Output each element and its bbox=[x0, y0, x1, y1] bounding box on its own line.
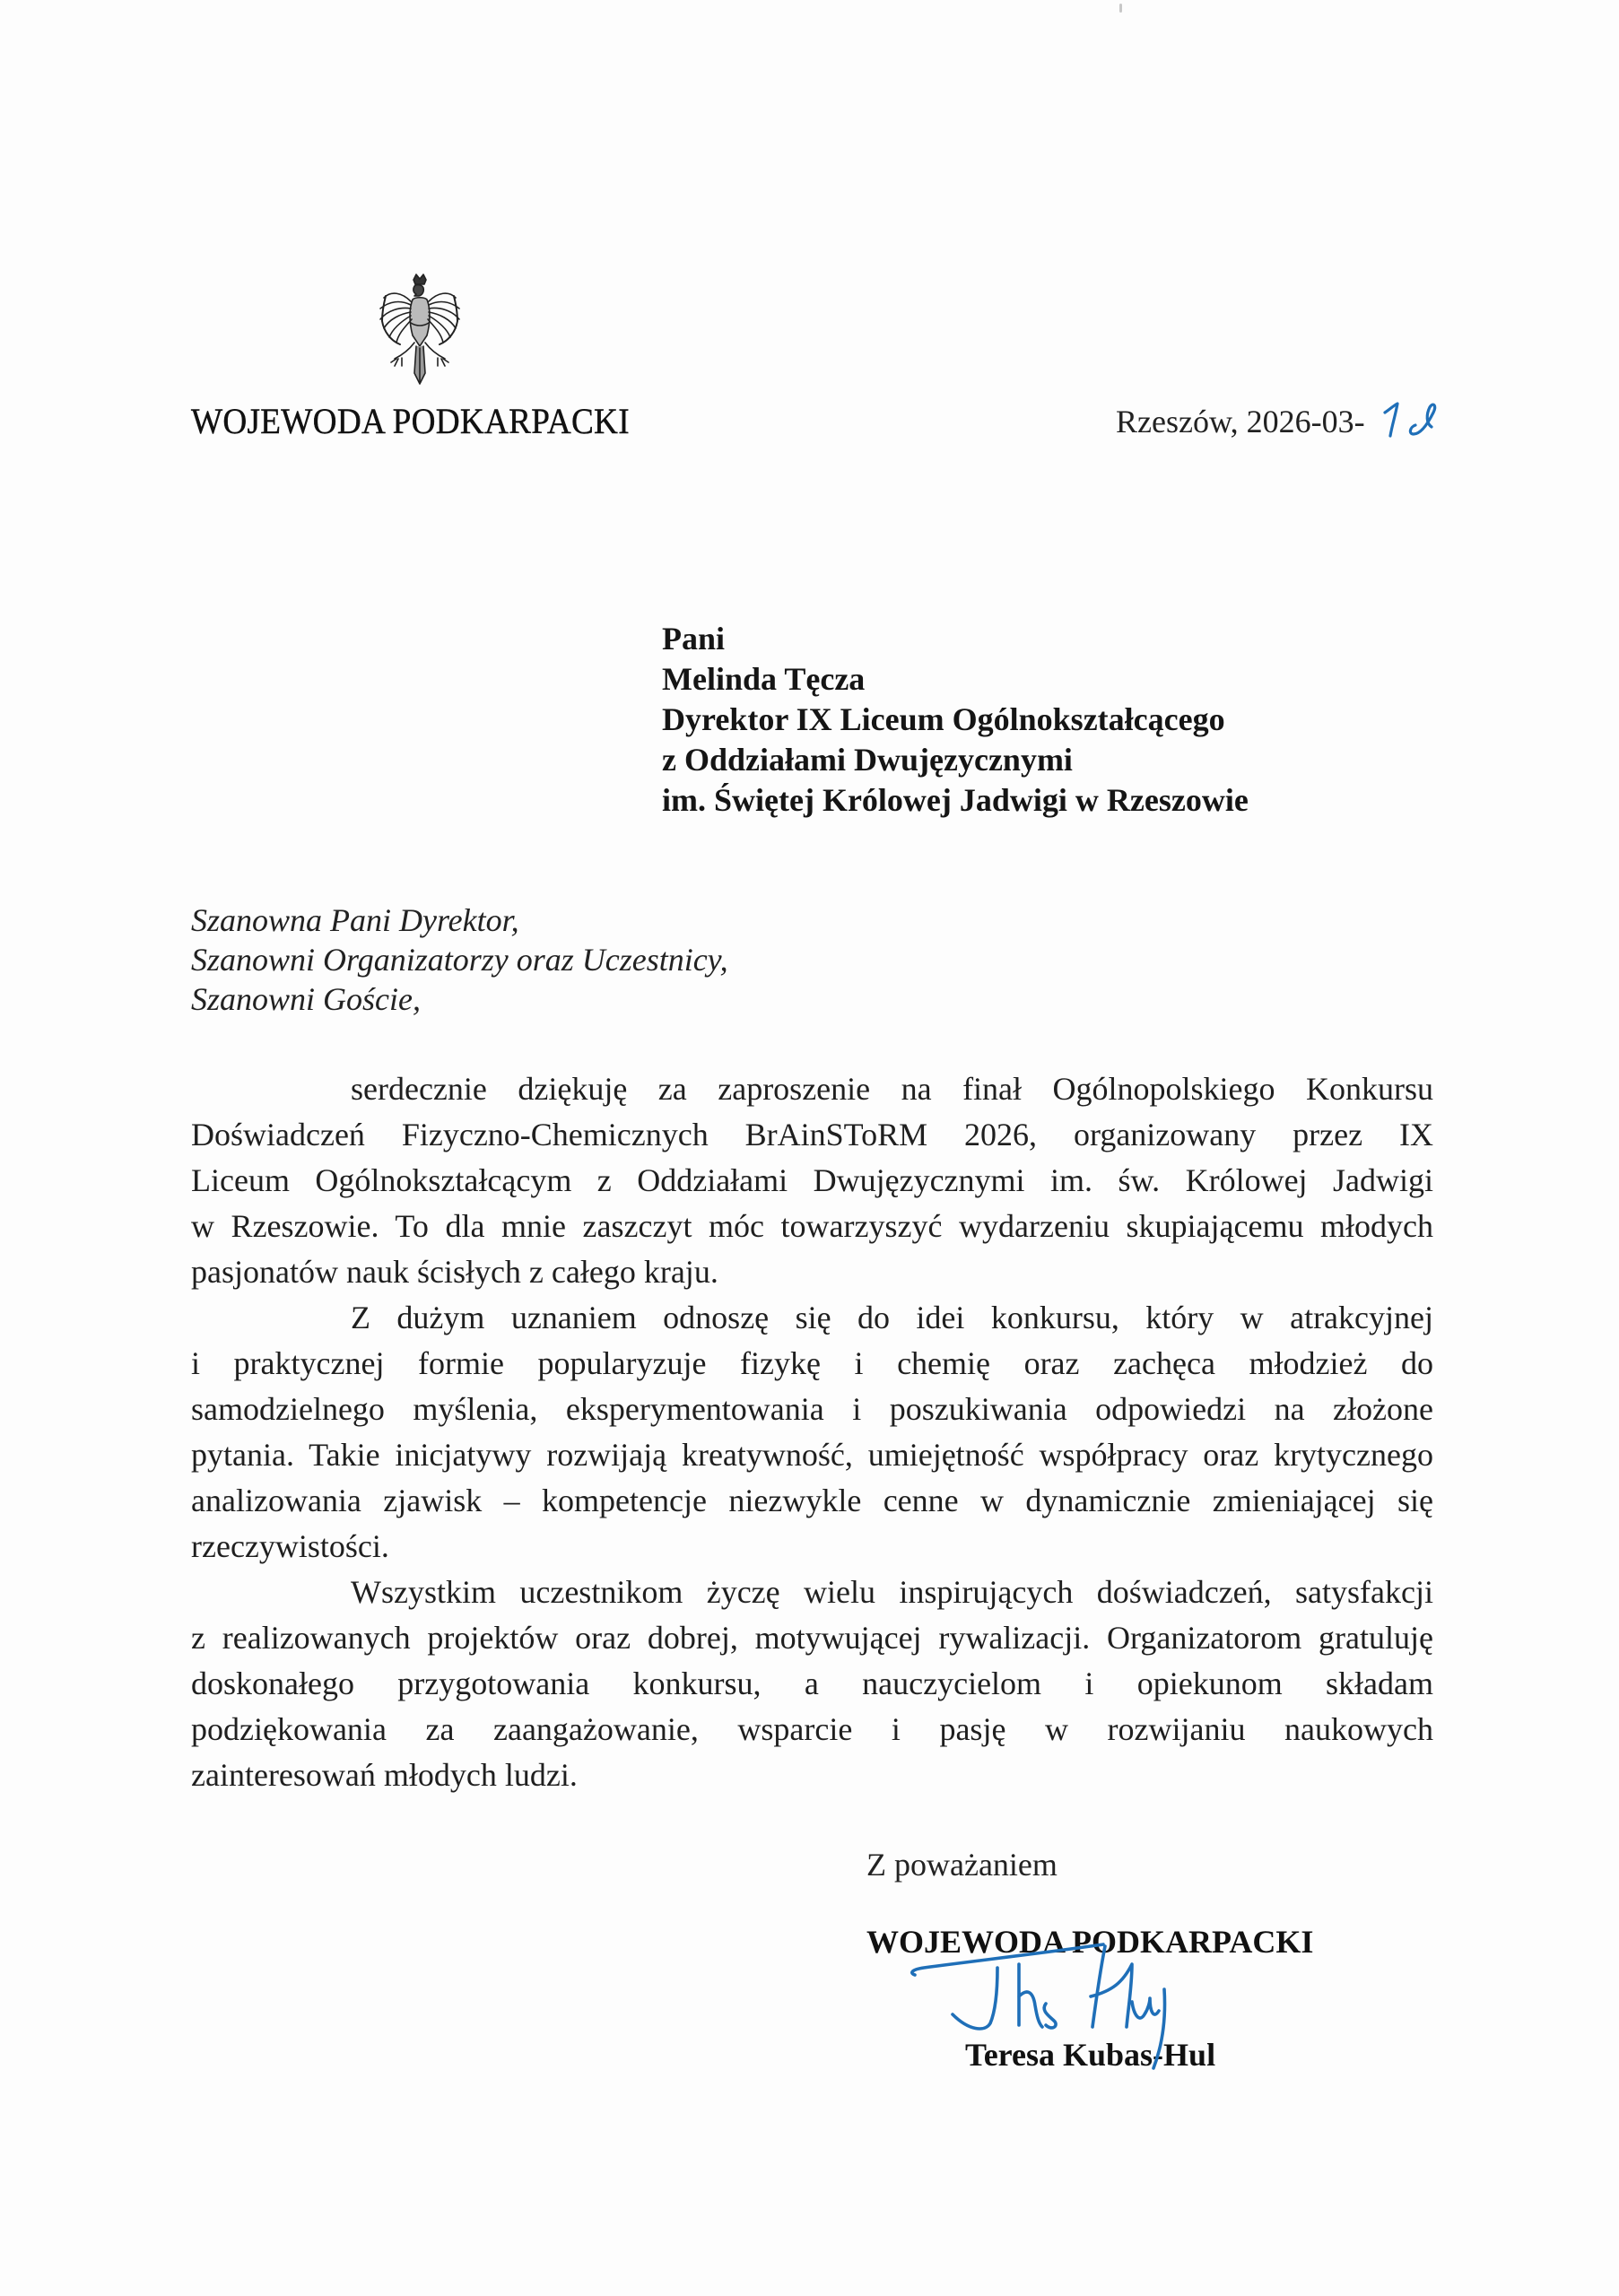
body-line: Wszystkim uczestnikom życzę wielu inspirujących doświadczeń, satysfakcji bbox=[351, 1574, 1433, 1610]
body-line: zainteresowań młodych ludzi. bbox=[191, 1757, 578, 1793]
body-line: pasjonatów nauk ścisłych z całego kraju. bbox=[191, 1254, 718, 1290]
recipient-line: im. Świętej Królowej Jadwigi w Rzeszowie bbox=[662, 782, 1249, 818]
body-paragraph-1 bbox=[191, 1066, 1433, 1295]
salutation bbox=[191, 900, 728, 1019]
recipient-line: Pani bbox=[662, 621, 726, 657]
eagle-emblem-icon bbox=[375, 273, 465, 389]
recipient-line: Melinda Tęcza bbox=[662, 661, 866, 697]
body-paragraph-3 bbox=[191, 1570, 1433, 1798]
body-line: z realizowanych projektów oraz dobrej, motywującej rywalizacji. Organizatorom gratuluję bbox=[191, 1620, 1433, 1656]
body-line: w Rzeszowie. To dla mnie zaszczyt móc towarzyszyć wydarzeniu skupiającemu młodych bbox=[191, 1208, 1433, 1244]
handwritten-signature-icon bbox=[897, 1937, 1274, 2072]
body-line: i praktycznej formie popularyzuje fizykę i chemię oraz zachęca młodzież do bbox=[191, 1345, 1433, 1381]
closing-phrase: Z poważaniem bbox=[866, 1847, 1058, 1883]
recipient-line: Dyrektor IX Liceum Ogólnokształcącego bbox=[662, 701, 1225, 737]
signatory-title: WOJEWODA PODKARPACKI bbox=[866, 1924, 1314, 1960]
scan-artifact bbox=[1119, 4, 1122, 13]
salutation-line: Szanowni Organizatorzy oraz Uczestnicy, bbox=[191, 942, 728, 978]
handwritten-day-icon bbox=[1380, 395, 1460, 441]
recipient-address bbox=[662, 619, 1249, 821]
body-line: doskonałego przygotowania konkursu, a nauczycielom i opiekunom składam bbox=[191, 1665, 1433, 1701]
signatory-name: Teresa Kubas-Hul bbox=[965, 2037, 1216, 2073]
issuer-heading: WOJEWODA PODKARPACKI bbox=[191, 401, 630, 441]
body-line: Liceum Ogólnokształcącym z Oddziałami Dwujęzycznymi im. św. Królowej Jadwigi bbox=[191, 1162, 1433, 1198]
body-line: pytania. Takie inicjatywy rozwijają kreatywność, umiejętność współpracy oraz krytycznego bbox=[191, 1437, 1433, 1473]
body-line: serdecznie dziękuję za zaproszenie na finał Ogólnopolskiego Konkursu bbox=[351, 1071, 1433, 1107]
body-line: rzeczywistości. bbox=[191, 1528, 389, 1564]
salutation-line: Szanowni Goście, bbox=[191, 981, 421, 1017]
recipient-line: z Oddziałami Dwujęzycznymi bbox=[662, 742, 1073, 778]
body-line: podziękowania za zaangażowanie, wsparcie i pasję w rozwijaniu naukowych bbox=[191, 1711, 1433, 1747]
body-line: analizowania zjawisk – kompetencje niezwykle cenne w dynamicznie zmieniającej się bbox=[191, 1483, 1433, 1518]
body-line: Doświadczeń Fizyczno-Chemicznych BrAinSToRM 2026, organizowany przez IX bbox=[191, 1117, 1433, 1152]
body-line: samodzielnego myślenia, eksperymentowania i poszukiwania odpowiedzi na złożone bbox=[191, 1391, 1433, 1427]
place-date: Rzeszów, 2026-03- bbox=[1116, 404, 1365, 439]
letter-body bbox=[191, 1066, 1433, 1798]
body-paragraph-2 bbox=[191, 1295, 1433, 1570]
salutation-line: Szanowna Pani Dyrektor, bbox=[191, 902, 519, 938]
body-line: Z dużym uznaniem odnoszę się do idei konkursu, który w atrakcyjnej bbox=[351, 1300, 1433, 1335]
